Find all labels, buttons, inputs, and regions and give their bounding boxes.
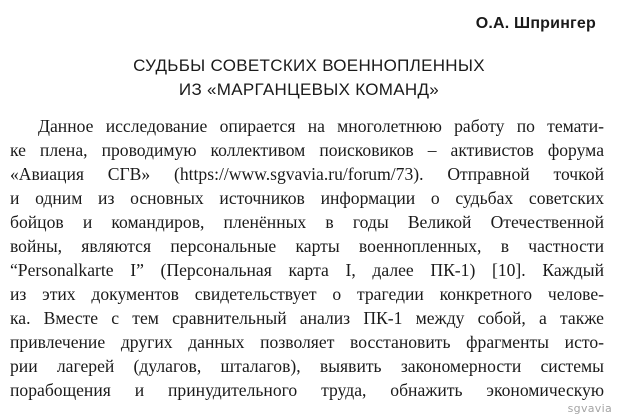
- title-line: СУДЬБЫ СОВЕТСКИХ ВОЕННОПЛЕННЫХ: [133, 56, 485, 75]
- watermark: sgvavia: [567, 402, 612, 415]
- body-line: войны, являются персональные карты военнопленных, в частности: [10, 236, 604, 256]
- body-line: «Авиация СГВ» (https://www.sgvavia.ru/forum/73). Отправной точкой: [10, 164, 604, 184]
- body-line: и одним из основных источников информации о судьбах советских: [10, 188, 604, 208]
- article-title: [0, 54, 618, 102]
- title-line: ИЗ «МАРГАНЦЕВЫХ КОМАНД»: [178, 80, 440, 99]
- body-line: бойцов и командиров, пленённых в годы Великой Отечественной: [10, 212, 604, 232]
- body-line: из этих документов свидетельствует о трагедии конкретного челове-: [10, 284, 604, 304]
- body-line: Данное исследование опирается на многолетнюю работу по темати-: [38, 116, 604, 136]
- body-line: привлечение других данных позволяет восстановить фрагменты исто-: [10, 332, 604, 352]
- body-line: рии лагерей (дулагов, шталагов), выявить закономерности системы: [10, 356, 604, 376]
- body-line: ка. Вместе с тем сравнительный анализ ПК-1 между собой, а также: [10, 308, 604, 328]
- article-body: [10, 114, 604, 402]
- author-name: О.А. Шпрингер: [475, 15, 596, 32]
- body-line: порабощения и принудительного труда, обнажить экономическую: [10, 380, 604, 400]
- body-line: “Personalkarte I” (Персональная карта I, далее ПК-1) [10]. Каждый: [10, 260, 604, 280]
- body-line: ке плена, проводимую коллективом поисковиков – активистов форума: [10, 140, 604, 160]
